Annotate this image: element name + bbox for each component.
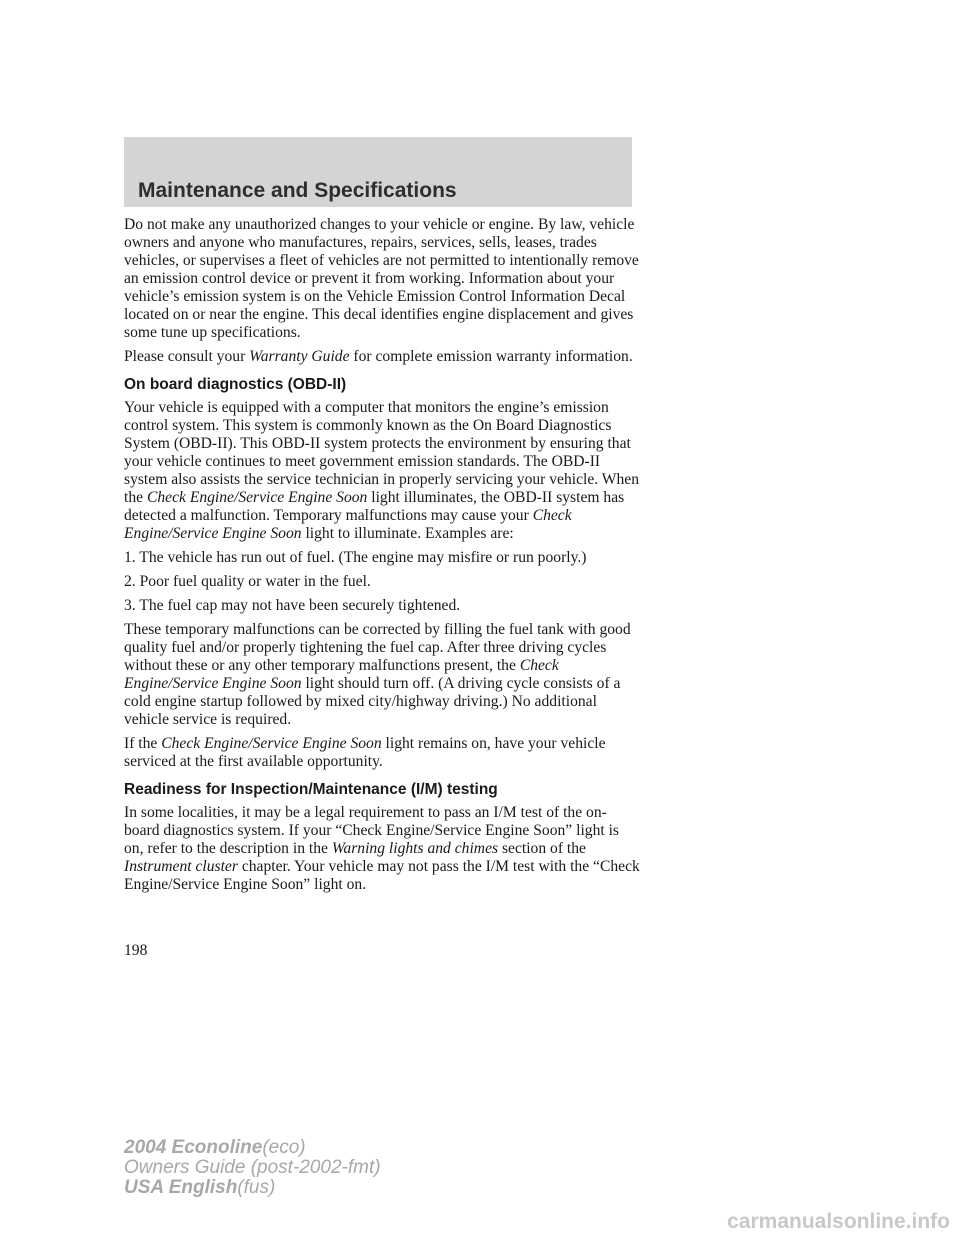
paragraph-im-testing xyxy=(124,804,640,894)
footer-line-3 xyxy=(124,1178,381,1198)
watermark: carmanualsonline.info xyxy=(727,1210,950,1233)
heading-im-testing: Readiness for Inspection/Maintenance (I/M) testing xyxy=(124,781,498,798)
text: light illuminates, the OBD-II system has detected a malfunction. Temporary malfunctions may cause your xyxy=(124,489,625,524)
text: section of the xyxy=(498,840,586,857)
page-body xyxy=(124,216,640,900)
list-item: 3. The fuel cap may not have been securely tightened. xyxy=(124,597,461,614)
paragraph-obd xyxy=(124,399,640,543)
paragraph-light-remains-on xyxy=(124,735,640,771)
check-engine-ref: Check Engine/Service Engine Soon xyxy=(124,507,572,542)
list-item: 2. Poor fuel quality or water in the fuel. xyxy=(124,573,371,590)
warning-lights-ref: Warning lights and chimes xyxy=(331,840,499,857)
paragraph-warranty xyxy=(124,348,640,366)
check-engine-ref: Check Engine/Service Engine Soon xyxy=(146,489,368,506)
text: If the xyxy=(124,735,162,752)
text: chapter. Your vehicle may not pass the I/M test with the “Check Engine/Service Engine Soon” light on. xyxy=(124,858,640,893)
text: In some localities, it may be a legal requirement to pass an I/M test of the on-board diagnostics system. If your “Check Engine/Service Engine Soon” light is on, refer to the description in the xyxy=(124,804,620,857)
text: These temporary malfunctions can be corrected by filling the fuel tank with good quality fuel and/or properly tightening the fuel cap. After three driving cycles without these or any other temporary malfunctions present, the xyxy=(124,621,631,674)
footer-code: (fus) xyxy=(237,1177,276,1198)
document-footer xyxy=(124,1138,381,1198)
footer-code: (eco) xyxy=(262,1137,306,1158)
instrument-cluster-ref: Instrument cluster xyxy=(124,858,238,875)
text: Please consult your xyxy=(124,348,250,365)
heading-obd: On board diagnostics (OBD-II) xyxy=(124,376,347,393)
list-item: 1. The vehicle has run out of fuel. (The engine may misfire or run poorly.) xyxy=(124,549,587,566)
text: light to illuminate. Examples are: xyxy=(301,525,514,542)
section-header xyxy=(124,137,632,207)
text: light remains on, have your vehicle serviced at the first available opportunity. xyxy=(124,735,606,770)
text: Your vehicle is equipped with a computer that monitors the engine’s emission control system. This system is commonly known as the On Board Diagnostics System (OBD-II). This OBD-II system protects the environment by ensuring that your vehicle continues to meet government emission standards. The OBD-II system also assists the service technician in properly servicing your vehicle. When the xyxy=(124,399,640,506)
page-number: 198 xyxy=(124,942,148,959)
section-title: Maintenance and Specifications xyxy=(138,179,457,202)
footer-line-2: Owners Guide (post-2002-fmt) xyxy=(124,1157,381,1178)
paragraph-unauthorized-changes: Do not make any unauthorized changes to your vehicle or engine. By law, vehicle owners and anyone who manufactures, repairs, services, sells, leases, trades vehicles, or supervises a fleet of vehicles are not permitted to intentionally remove an emission control device or prevent it from working. Information about your vehicle’s emission system is on the Vehicle Emission Control Information Decal located on or near the engine. This decal identifies engine displacement and gives some tune up specifications. xyxy=(124,216,639,341)
footer-line-1 xyxy=(124,1138,381,1158)
footer-language: USA English xyxy=(124,1177,238,1198)
text: light should turn off. (A driving cycle consists of a cold engine startup followed by mixed city/highway driving.) No additional vehicle service is required. xyxy=(124,675,621,728)
warranty-guide-ref: Warranty Guide xyxy=(249,348,350,365)
check-engine-ref: Check Engine/Service Engine Soon xyxy=(161,735,382,752)
check-engine-ref: Check Engine/Service Engine Soon xyxy=(124,657,559,692)
footer-model: 2004 Econoline xyxy=(124,1137,263,1158)
paragraph-temporary-malfunctions xyxy=(124,621,640,729)
text: for complete emission warranty information. xyxy=(349,348,633,365)
